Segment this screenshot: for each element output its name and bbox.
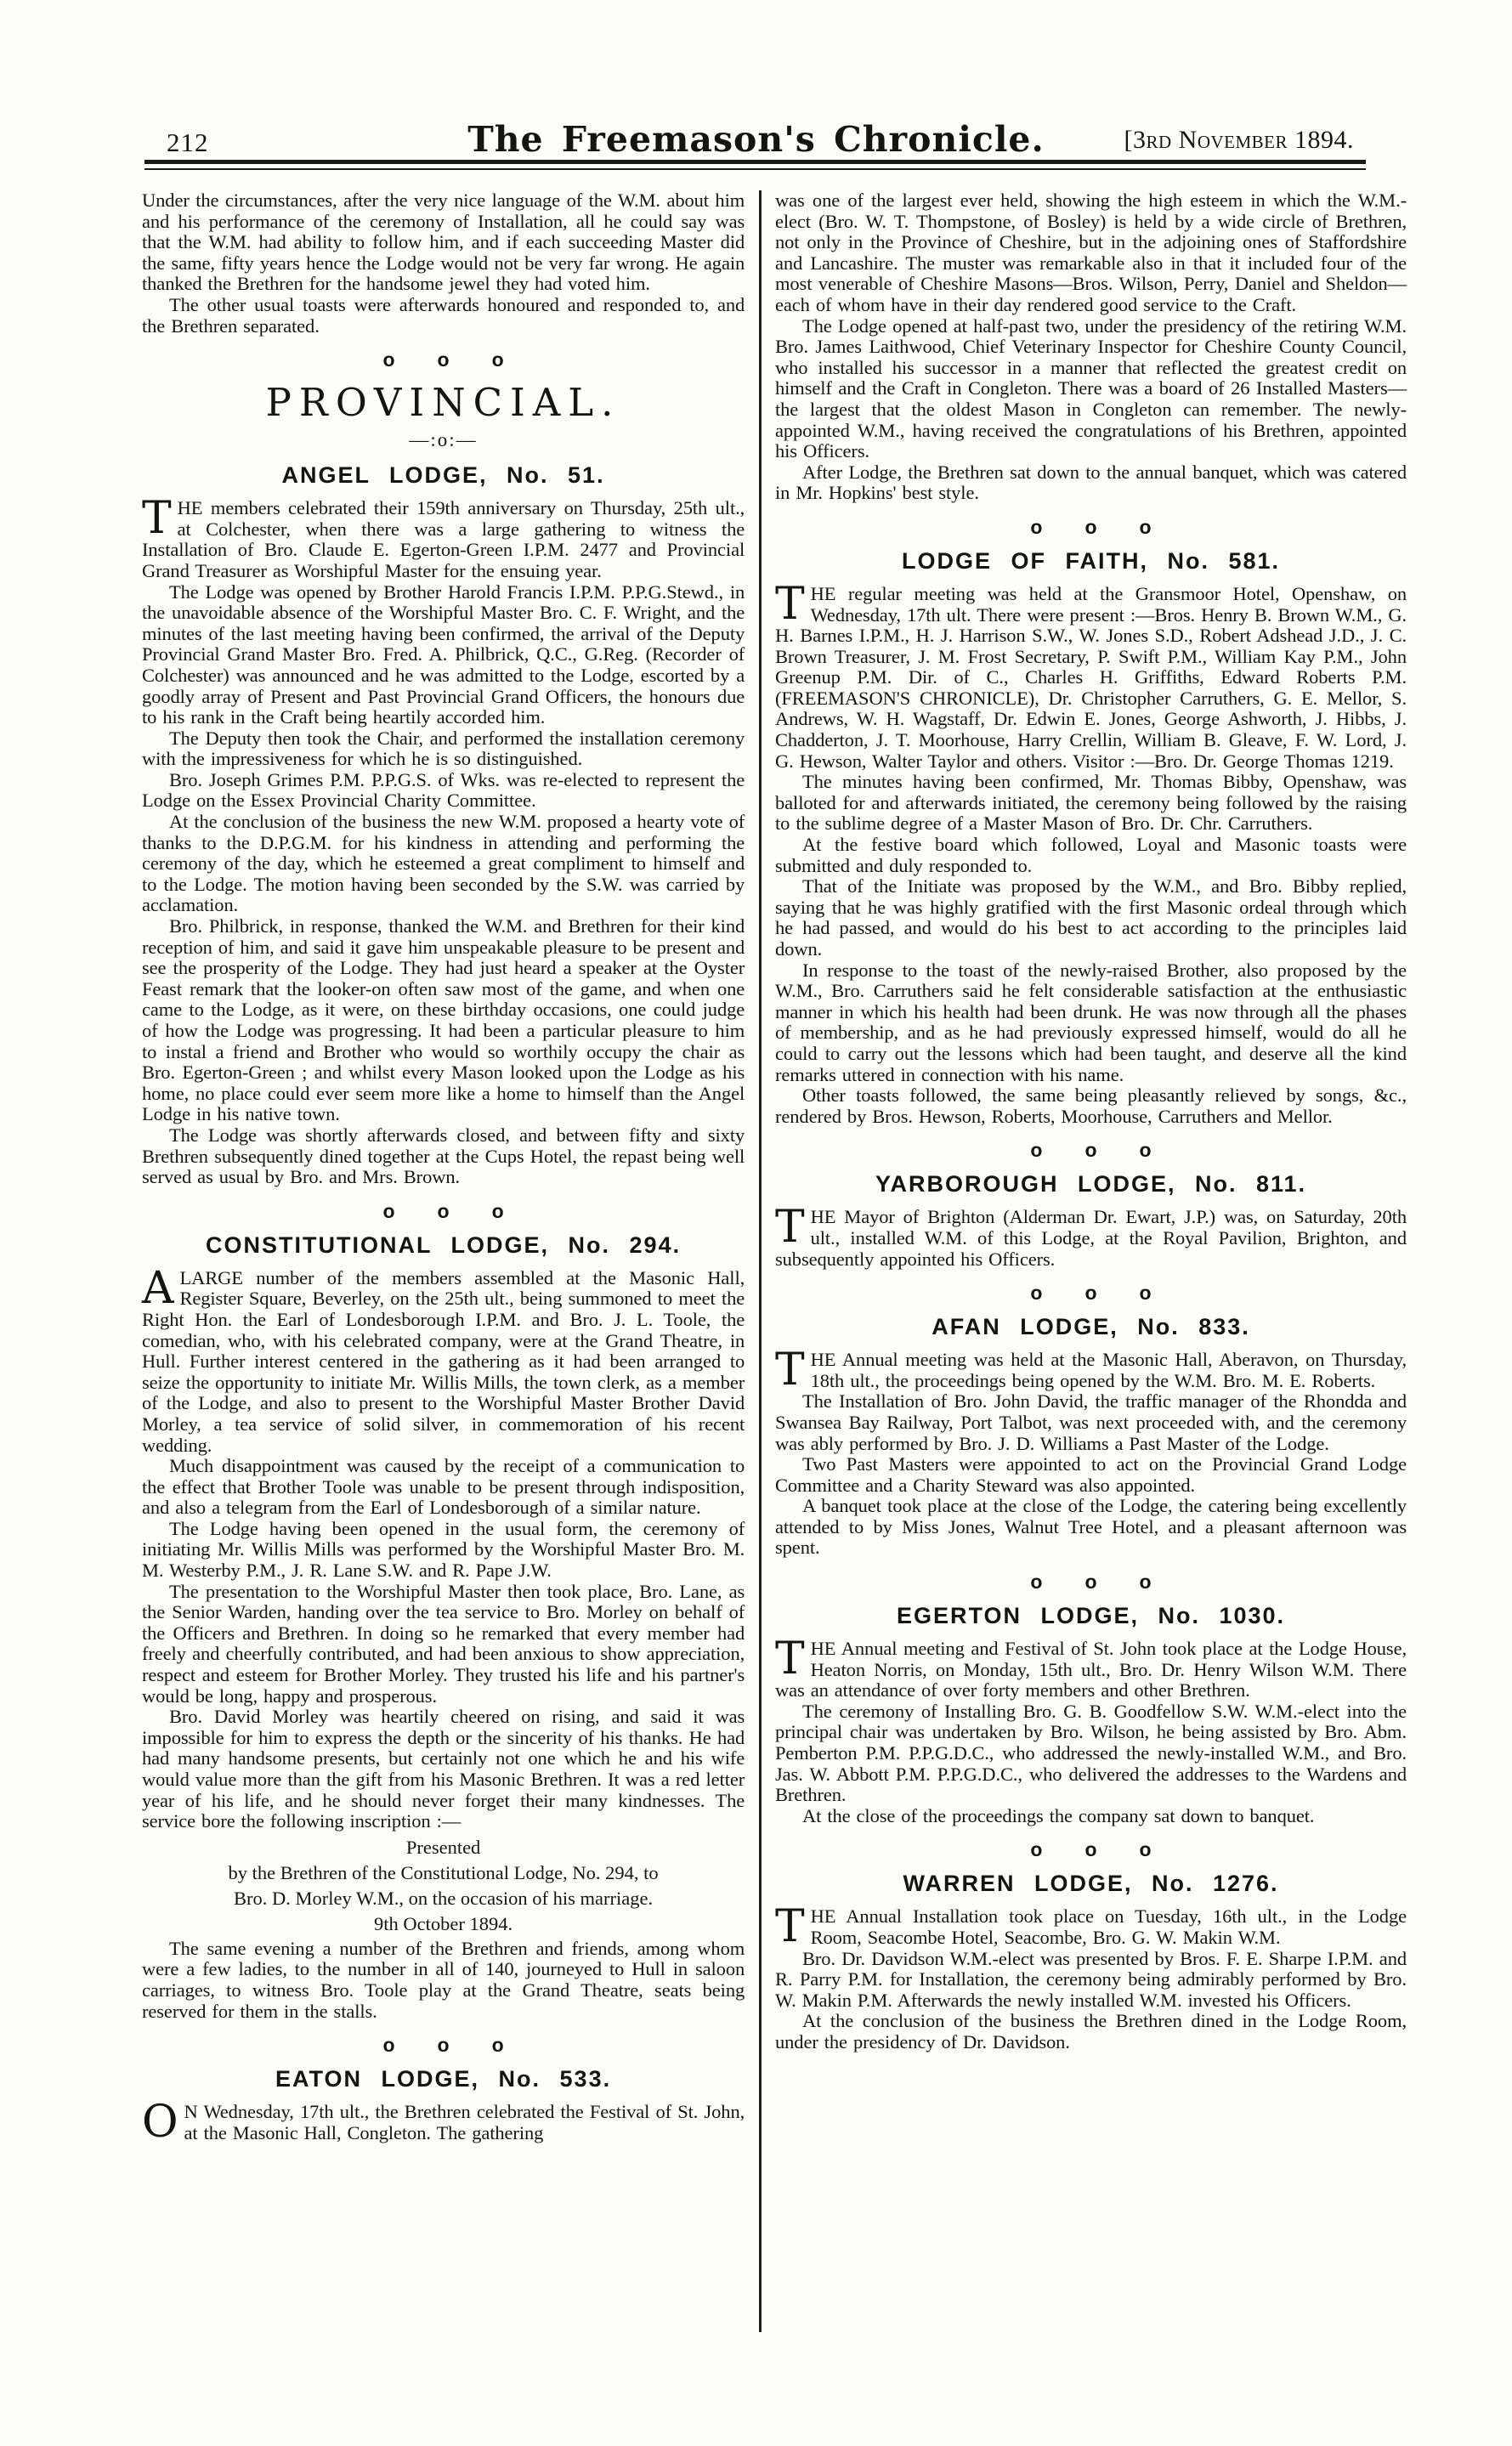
section-separator — [775, 1282, 1407, 1303]
body-paragraph: Under the circumstances, after the very nice language of the W.M. about him and his performance of the ceremony of Installation, all he could say was that the W.M. had ability to follow him, and if each succeeding Master did the same, fifty years hence the Lodge would not be very far wrong. He again thanked the Brethren for the handsome jewel they had voted him. — [142, 190, 745, 295]
drop-cap-initial: T — [142, 493, 172, 545]
drop-cap-initial: O — [142, 2097, 178, 2149]
drop-cap-initial: T — [775, 1345, 805, 1396]
body-paragraph: At the festive board which followed, Loyal and Masonic toasts were submitted and duly responded to. — [775, 834, 1407, 876]
column-divider-rule — [759, 190, 762, 2332]
article-columns — [142, 190, 1407, 2332]
body-paragraph: was one of the largest ever held, showing the high esteem in which the W.M.-elect (Bro. W. T. Thompstone, of Bosley) is held by a wide circle of Brethren, not only in the Province of Cheshire, but in the adjoining ones of Staffordshire and Lancashire. The muster was remarkable also in that it included four of the most venerable of Cheshire Masons—Bros. Wilson, Perry, Daniel and Sheldon—each of whom have in their day rendered good service to the Craft. — [775, 190, 1407, 315]
header-rule-thick — [144, 160, 1366, 164]
separator-o-glyph: o — [1084, 515, 1097, 538]
separator-o-glyph: o — [1084, 1571, 1097, 1594]
separator-o-glyph: o — [437, 1199, 450, 1222]
lodge-heading: YARBOROUGH LODGE, No. 811. — [875, 1171, 1307, 1198]
lodge-opening-paragraph — [775, 1202, 1407, 1270]
header-rule-thin — [144, 168, 1366, 170]
section-separator — [142, 349, 745, 370]
body-paragraph: In response to the toast of the newly-raised Brother, also proposed by the W.M., Bro. Carruthers said he felt considerable satisfaction at the enthusiastic manner in which his health had been drunk. He was now through all the phases of membership, and as he had previously expressed himself, would do all he could to carry out the lessons which had been taught, and deserve all the kind remarks uttered in connection with his name. — [775, 959, 1407, 1085]
paragraph-text: HE Annual meeting and Festival of St. John took place at the Lodge House, Heaton Norris, on Monday, 15th ult., Bro. Dr. Henry Wilson W.M. There was an attendance of over forty members and other Brethren. — [775, 1638, 1407, 1701]
drop-cap-initial: T — [775, 1633, 805, 1685]
lodge-opening-paragraph — [775, 1901, 1407, 1953]
lodge-opening-paragraph — [775, 1345, 1407, 1396]
separator-o-glyph: o — [1139, 1139, 1152, 1162]
body-paragraph: The presentation to the Worshipful Master then took place, Bro. Lane, as the Senior Warden, handing over the tea service to Bro. Morley on behalf of the Officers and Brethren. In doing so he remarked that every member had freely and cheerfully contributed, and had been anxious to show appreciation, respect and esteem for Brother Morley. They trusted his life and his partner's would be long, happy and prosperous. — [142, 1580, 745, 1707]
section-separator — [142, 1201, 745, 1221]
separator-o-glyph: o — [1030, 1139, 1043, 1162]
lodge-opening-paragraph — [775, 1633, 1407, 1701]
separator-o-glyph: o — [1139, 1571, 1152, 1594]
body-paragraph: The Lodge was shortly afterwards closed, and between fifty and sixty Brethren subsequently dined together at the Cups Hotel, the repast being well served as usual by Bro. and Mrs. Brown. — [142, 1124, 745, 1188]
separator-o-glyph: o — [491, 1199, 504, 1222]
separator-o-glyph: o — [1139, 515, 1152, 538]
separator-o-glyph: o — [491, 2034, 504, 2057]
drop-cap-initial: T — [775, 578, 805, 630]
body-paragraph: The other usual toasts were afterwards honoured and responded to, and the Brethren separated. — [142, 293, 745, 337]
separator-o-glyph: o — [382, 348, 395, 371]
lodge-heading: LODGE OF FAITH, No. 581. — [901, 547, 1281, 574]
lodge-heading: ANGEL LODGE, No. 51. — [281, 462, 605, 489]
inscription-line: Presented — [405, 1836, 481, 1858]
paragraph-text: HE regular meeting was held at the Gransmoor Hotel, Openshaw, on Wednesday, 17th ult. There were present :—Bros. Henry B. Brown W.M., G. H. Barnes I.P.M., H. J. Harrison S.W., W. Jones S.D., Robert Adshead J.D., J. C. Brown Treasurer, J. M. Frost Secretary, P. Swift P.M., William Kay P.M., John Greenup P.M. Dir. of C., Charles H. Griffiths, Edward Roberts P.M. (FREEMASON'S CHRONICLE), Dr. Christopher Carruthers, G. E. Mellor, S. Andrews, W. H. Wagstaff, Dr. Edwin E. Jones, George Ashworth, J. Hibbs, J. Chadderton, J. T. Moorhouse, Harry Crellin, William B. Gleave, F. W. Lord, J. G. Hewson, Walter Taylor and others. Visitor :—Bro. Dr. George Thomas 1219. — [775, 582, 1407, 772]
header-rule — [144, 160, 1366, 172]
page-number: 212 — [167, 127, 209, 157]
body-paragraph: Much disappointment was caused by the receipt of a communication to the effect that Brother Toole was unable to be present through indisposition, and also a telegram from the Earl of Londesborough of a similar nature. — [142, 1455, 745, 1519]
body-paragraph: The Installation of Bro. John David, the traffic manager of the Rhondda and Swansea Bay Railway, Port Talbot, was next proceeded with, and the ceremony was ably performed by Bro. J. D. Williams a Past Master of the Lodge. — [775, 1390, 1407, 1454]
separator-o-glyph: o — [437, 348, 450, 371]
separator-o-glyph: o — [382, 2034, 395, 2057]
left-column — [142, 190, 745, 2332]
section-separator — [775, 1140, 1407, 1160]
separator-o-glyph: o — [1084, 1139, 1097, 1162]
body-paragraph: A banquet took place at the close of the Lodge, the catering being excellently attended to by Miss Jones, Walnut Tree Hotel, and a pleasant afternoon was spent. — [775, 1495, 1407, 1559]
body-paragraph: The Lodge was opened by Brother Harold Francis I.P.M. P.P.G.Stewd., in the unavoidable absence of the Worshipful Master Bro. C. F. Wright, and the minutes of the last meeting having been confirmed, the arrival of the Deputy Provincial Grand Master Bro. Fred. A. Philbrick, Q.C., G.Reg. (Recorder of Colchester) was announced and he was admitted to the Lodge, escorted by a goodly array of Present and Past Provincial Grand Officers, the honours due to his rank in the Craft being heartily accorded him. — [142, 580, 745, 728]
separator-o-glyph: o — [382, 1199, 395, 1222]
paragraph-text: HE Mayor of Brighton (Alderman Dr. Ewart, J.P.) was, on Saturday, 20th ult., installed W.M. of this Lodge, at the Royal Pavilion, Brighton, and subsequently appointed his Officers. — [775, 1206, 1407, 1270]
separator-o-glyph: o — [1084, 1838, 1097, 1861]
masthead-title: The Freemason's Chronicle. — [467, 119, 1045, 160]
separator-o-glyph: o — [1084, 1282, 1097, 1305]
body-paragraph: Other toasts followed, the same being pleasantly relieved by songs, &c., rendered by Bros. Hewson, Roberts, Moorhouse, Carruthers and Mellor. — [775, 1084, 1407, 1127]
section-title: PROVINCIAL. — [265, 380, 621, 426]
body-paragraph: The Lodge having been opened in the usual form, the ceremony of initiating Mr. Willis Mills was performed by the Worshipful Master Bro. M. M. Westerby P.M., J. R. Lane S.W. and R. Pape J.W. — [142, 1517, 745, 1582]
section-separator — [142, 2035, 745, 2055]
lodge-opening-paragraph — [142, 2097, 745, 2149]
body-paragraph: After Lodge, the Brethren sat down to the annual banquet, which was catered in Mr. Hopkins' best style. — [775, 461, 1407, 504]
inscription-line: by the Brethren of the Constitutional Lodge, No. 294, to — [228, 1861, 659, 1883]
body-paragraph: The Lodge opened at half-past two, under the presidency of the retiring W.M. Bro. James Laithwood, Chief Veterinary Inspector for Cheshire County Council, who installed his successor in a manner that reflected the greatest credit on himself and the Craft in Congleton. There was a board of 26 Installed Masters—the largest that the oldest Mason in Congleton can remember. The newly-appointed W.M., having received the congratulations of his Brethren, appointed his Officers. — [775, 314, 1407, 462]
body-paragraph: That of the Initiate was proposed by the W.M., and Bro. Bibby replied, saying that he was highly gratified with the first Masonic ordeal through which he had passed, and would do his best to act according to the principles laid down. — [775, 875, 1407, 960]
body-paragraph: Bro. Philbrick, in response, thanked the W.M. and Brethren for their kind reception of him, and said it gave him unspeakable pleasure to be present and see the prosperity of the Lodge. They had just heard a speaker at the Oyster Feast remark that the looker-on often saw most of the game, and when one came to the Lodge, as it were, on these birthday occasions, one could judge of how the Lodge was progressing. It had been a particular pleasure to him to instal a friend and Brother who would so worthily occupy the chair as Bro. Egerton-Green ; and whilst every Mason looked upon the Lodge as his home, no place could ever seem more like a home to himself than the Angel Lodge in his native town. — [142, 915, 745, 1125]
body-paragraph: The same evening a number of the Brethren and friends, among whom were a few ladies, to the number in all of 140, journeyed to Hull in saloon carriages, to witness Bro. Toole play at the Grand Theatre, seats being reserved for them in the stalls. — [142, 1937, 745, 2022]
lodge-opening-paragraph — [142, 1262, 745, 1456]
section-separator — [775, 1571, 1407, 1592]
body-paragraph: Two Past Masters were appointed to act on the Provincial Grand Lodge Committee and a Charity Steward was also appointed. — [775, 1453, 1407, 1496]
body-paragraph: Bro. David Morley was heartily cheered on rising, and said it was impossible for him to express the depth or the sincerity of his thanks. He had had many handsome presents, but certainly not one which he and his wife would value more than the gift from his Masonic Brethren. It was a red letter year of his life, and he should never forget their many kindnesses. The service bore the following inscription :— — [142, 1706, 745, 1832]
lodge-heading: CONSTITUTIONAL LODGE, No. 294. — [206, 1231, 682, 1258]
separator-o-glyph: o — [1139, 1838, 1152, 1861]
separator-o-glyph: o — [1030, 1571, 1043, 1594]
body-paragraph: Bro. Joseph Grimes P.M. P.P.G.S. of Wks. was re-elected to represent the Lodge on the Essex Provincial Charity Committee. — [142, 768, 745, 812]
paragraph-text: LARGE number of the members assembled at the Masonic Hall, Register Square, Beverley, on the 25th ult., being summoned to meet the Right Hon. the Earl of Londesborough I.P.M. and Bro. J. L. Toole, the comedian, who, with his celebrated company, were at the Grand Theatre, in Hull. Further interest centered in the gathering as it had been arranged to seize the opportunity to initiate Mr. Willis Mills, the town clerk, as a member of the Lodge, and also to present to the Worshipful Master Brother David Morley, a tea service of solid silver, in commemoration of his recent wedding. — [142, 1266, 745, 1456]
body-paragraph: Bro. Dr. Davidson W.M.-elect was presented by Bros. F. E. Sharpe I.P.M. and R. Parry P.M. for Installation, the ceremony being admirably performed by Bro. W. Makin P.M. Afterwards the newly installed W.M. invested his Officers. — [775, 1947, 1407, 2011]
body-paragraph: The ceremony of Installing Bro. G. B. Goodfellow S.W. W.M.-elect into the principal chair was undertaken by Bro. Wilson, he being assisted by Bro. Abm. Pemberton P.M. P.P.G.D.C., who addressed the newly-installed W.M., and Bro. Jas. W. Abbott P.M. P.P.G.D.C., who delivered the addresses to the Wardens and Brethren. — [775, 1700, 1407, 1806]
issue-date: [3rd November 1894. — [1124, 126, 1354, 154]
lodge-heading: EATON LODGE, No. 533. — [275, 2066, 612, 2092]
lodge-opening-paragraph — [775, 578, 1407, 772]
lodge-heading: AFAN LODGE, No. 833. — [932, 1314, 1250, 1340]
separator-o-glyph: o — [1030, 1282, 1043, 1305]
paragraph-text: N Wednesday, 17th ult., the Brethren celebrated the Festival of St. John, at the Masonic Hall, Congleton. The gathering — [184, 2101, 745, 2143]
lodge-opening-paragraph — [142, 493, 745, 581]
body-paragraph: At the close of the proceedings the company sat down to banquet. — [802, 1804, 1315, 1826]
separator-o-glyph: o — [491, 348, 504, 371]
separator-o-glyph: o — [1139, 1282, 1152, 1305]
drop-cap-initial: A — [142, 1262, 174, 1314]
paragraph-text: HE Annual meeting was held at the Masonic Hall, Aberavon, on Thursday, 18th ult., the proceedings being opened by the W.M. Bro. M. E. Roberts. — [810, 1349, 1407, 1391]
inscription-line: 9th October 1894. — [374, 1912, 513, 1934]
separator-o-glyph: o — [1030, 515, 1043, 538]
body-paragraph: At the conclusion of the business the new W.M. proposed a hearty vote of thanks to the D.P.G.M. for his kindness in attending and performing the ceremony of the day, which he esteemed a great compliment to himself and to the Lodge. The motion having been seconded by the S.W. was carried by acclamation. — [142, 811, 745, 916]
right-column — [775, 190, 1407, 2332]
drop-cap-initial: T — [775, 1901, 805, 1953]
body-paragraph: At the conclusion of the business the Brethren dined in the Lodge Room, under the presidency of Dr. Davidson. — [775, 2010, 1407, 2052]
paragraph-text: HE Annual Installation took place on Tuesday, 16th ult., in the Lodge Room, Seacombe Hotel, Seacombe, Bro. G. W. Makin W.M. — [810, 1905, 1407, 1948]
separator-o-glyph: o — [1030, 1838, 1043, 1861]
body-paragraph: The Deputy then took the Chair, and performed the installation ceremony with the impressiveness for which he is so distinguished. — [142, 727, 745, 770]
body-paragraph: The minutes having been confirmed, Mr. Thomas Bibby, Openshaw, was balloted for and afterwards initiated, the ceremony being followed by the raising to the sublime degree of a Master Mason of Bro. Dr. Chr. Carruthers. — [775, 771, 1407, 835]
ornament-divider: —:o:— — [409, 429, 478, 451]
column-gutter — [745, 190, 775, 2332]
drop-cap-initial: T — [775, 1202, 805, 1254]
section-separator — [775, 1839, 1407, 1860]
separator-o-glyph: o — [437, 2034, 450, 2057]
lodge-heading: WARREN LODGE, No. 1276. — [903, 1871, 1279, 1897]
lodge-heading: EGERTON LODGE, No. 1030. — [896, 1603, 1286, 1629]
section-separator — [775, 517, 1407, 537]
inscription-line: Bro. D. Morley W.M., on the occasion of his marriage. — [234, 1887, 654, 1909]
paragraph-text: HE members celebrated their 159th anniversary on Thursday, 25th ult., at Colchester, when there was a large gathering to witness the Installation of Bro. Claude E. Egerton-Green I.P.M. 2477 and Provincial Grand Treasurer as Worshipful Master for the ensuing year. — [142, 497, 745, 581]
